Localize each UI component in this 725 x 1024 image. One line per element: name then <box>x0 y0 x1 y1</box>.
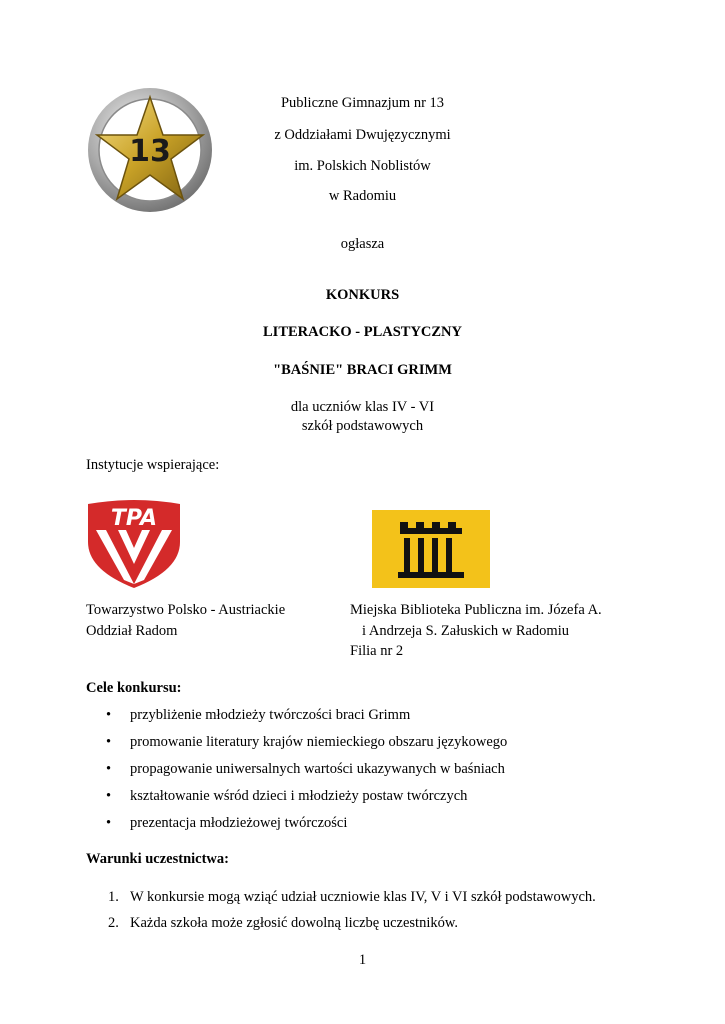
tpa-branch: Oddział Radom <box>86 623 178 639</box>
conditions-heading: Warunki uczestnictwa: <box>86 851 229 867</box>
list-item: 1. W konkursie mogą wziąć udział uczniowie klas IV, V i VI szkół podstawowych. <box>108 889 596 905</box>
audience-line2: szkół podstawowych <box>301 418 424 434</box>
bullet-icon: • <box>106 815 112 831</box>
bullet-icon: • <box>106 788 112 804</box>
bullet-icon: • <box>106 761 112 777</box>
conditions-list <box>86 887 596 939</box>
announces-text: ogłasza <box>340 236 385 252</box>
svg-text:13: 13 <box>129 134 171 169</box>
library-building-icon <box>372 510 490 588</box>
list-item: • kształtowanie wśród dzieci i młodzieży postaw twórczych <box>106 788 468 804</box>
tpa-shield-icon <box>84 498 184 590</box>
tpa-logo <box>84 498 184 590</box>
goals-list <box>86 705 507 840</box>
school-name-line2: z Oddziałami Dwujęzycznymi <box>274 127 451 143</box>
list-item: 2. Każda szkoła może zgłosić dowolną liczbę uczestników. <box>108 915 459 931</box>
library-logo <box>372 510 490 588</box>
list-item: • prezentacja młodzieżowej twórczości <box>106 815 348 831</box>
library-branch: Filia nr 2 <box>350 643 404 659</box>
list-item: • przybliżenie młodzieży twórczości braci Grimm <box>106 707 411 723</box>
bullet-icon: • <box>106 707 112 723</box>
list-item: • propagowanie uniwersalnych wartości ukazywanych w baśniach <box>106 761 505 777</box>
contest-heading: KONKURS <box>325 287 400 303</box>
school-name-line3: im. Polskich Noblistów <box>294 158 431 174</box>
school-name-line1: Publiczne Gimnazjum nr 13 <box>280 95 445 111</box>
svg-text:TPA: TPA <box>110 506 158 531</box>
library-name: Miejska Biblioteka Publiczna im. Józefa A. <box>350 602 602 618</box>
contest-title: "BAŚNIE" BRACI GRIMM <box>273 362 452 378</box>
page-number: 1 <box>358 952 367 968</box>
contest-type: LITERACKO - PLASTYCZNY <box>263 324 462 340</box>
list-item: • promowanie literatury krajów niemieckiego obszaru językowego <box>106 734 508 750</box>
bullet-icon: • <box>106 734 112 750</box>
supporters-heading: Instytucje wspierające: <box>86 457 220 473</box>
library-name-cont: i Andrzeja S. Załuskich w Radomiu <box>362 623 569 639</box>
school-city: w Radomiu <box>328 188 397 204</box>
goals-heading: Cele konkursu: <box>86 680 182 696</box>
audience-line1: dla uczniów klas IV - VI <box>290 399 435 415</box>
tpa-name: Towarzystwo Polsko - Austriackie <box>86 602 286 618</box>
